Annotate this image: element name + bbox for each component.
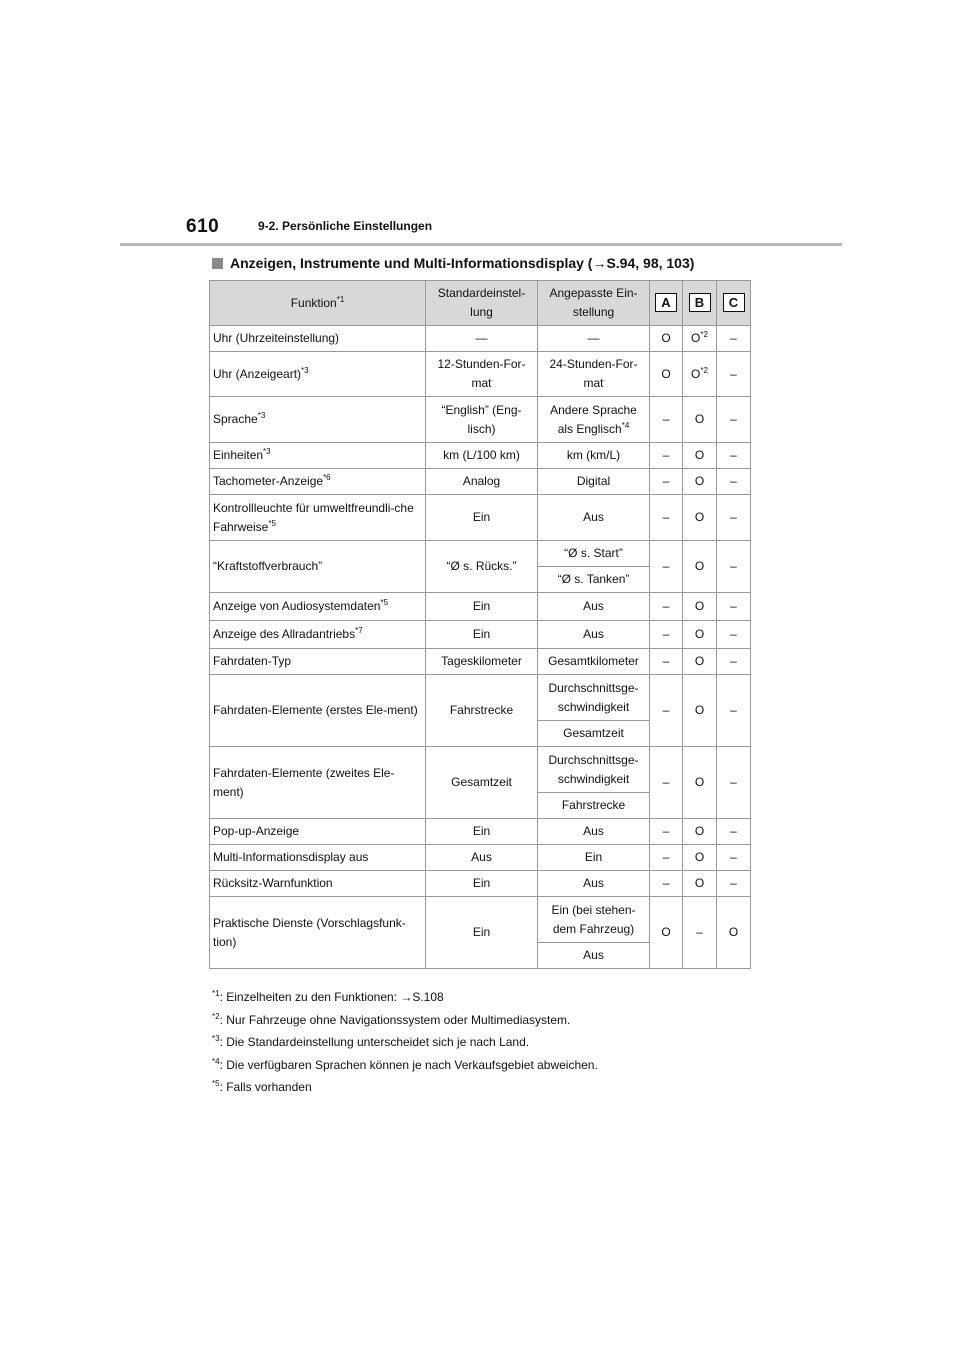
footnote-5 [212,1080,312,1094]
cell-angepasst: Ein [538,845,650,871]
header-c [717,281,751,326]
cell-angepasst: Aus [538,621,650,649]
settings-table [209,280,751,969]
cell-c: – [717,469,751,495]
cell-angepasst: Fahrstrecke [538,793,650,819]
cell-standard: Fahrstrecke [426,675,538,747]
cell-funktion: Fahrdaten-Typ [210,649,426,675]
cell-b: O [683,469,717,495]
cell-funktion-text: Anzeige des Allradantriebs [213,627,356,641]
header-funktion-sup: *1 [336,294,345,304]
cell-standard: “Ø s. Rücks.” [426,541,538,593]
section-title: 9-2. Persönliche Einstellungen [258,219,433,233]
cell-angepasst: — [538,326,650,352]
footnote-text: : Die Standardeinstellung unterscheidet sich je nach Land. [219,1035,530,1049]
cell-a: – [650,541,683,593]
cell-funktion: Multi-Informationsdisplay aus [210,845,426,871]
header-b [683,281,717,326]
cell-b: O [683,649,717,675]
cell-funktion-sup: *5 [268,518,276,528]
cell-b [683,352,717,397]
cell-angepasst-sup: *4 [621,420,630,430]
footnote-3 [212,1035,529,1049]
cell-angepasst: “Ø s. Start” [538,541,650,567]
cell-b: – [683,897,717,969]
footnote-4 [212,1058,598,1072]
table-row [210,845,751,871]
cell-standard: — [426,326,538,352]
footnote-text: : Die verfügbaren Sprachen können je nach Verkaufsgebiet abweichen. [219,1058,598,1072]
footnote-mark: *5 [212,1079,220,1088]
cell-funktion: Fahrdaten-Elemente (erstes Ele-ment) [210,675,426,747]
section-heading-text: Anzeigen, Instrumente und Multi-Informationsdisplay (→S.94, 98, 103) [230,255,695,271]
cell-angepasst: Aus [538,871,650,897]
cell-standard: Ein [426,593,538,621]
box-c-label: C [723,293,745,312]
cell-funktion [210,352,426,397]
cell-b: O [683,871,717,897]
table-row [210,495,751,541]
page-number: 610 [186,216,220,237]
header-funktion [210,281,426,326]
cell-c: – [717,675,751,747]
cell-standard: Tageskilometer [426,649,538,675]
table-row [210,649,751,675]
cell-funktion-sup: *6 [323,473,331,482]
header-standard: Standardeinstel-lung [426,281,538,326]
header-angepasst: Angepasste Ein-stellung [538,281,650,326]
cell-standard: Ein [426,495,538,541]
cell-b-sup: *2 [700,365,708,375]
cell-angepasst: Aus [538,819,650,845]
box-a-label: A [655,293,677,312]
table-row [210,897,751,943]
cell-funktion-text: Kontrollleuchte für umweltfreundli-che Fahrweise [213,500,414,534]
footnote-mark: *1 [212,989,220,998]
cell-angepasst: Ein (bei stehen-dem Fahrzeug) [538,897,650,943]
cell-b: O [683,675,717,747]
cell-angepasst: Gesamtkilometer [538,649,650,675]
cell-funktion: Fahrdaten-Elemente (zweites Ele-ment) [210,747,426,819]
cell-a: – [650,649,683,675]
cell-funktion-text: Anzeige von Audiosystemdaten [213,599,381,613]
cell-a: – [650,675,683,747]
cell-b-sup: *2 [700,330,708,339]
cell-angepasst-text: Andere Sprache als Englisch [550,402,637,436]
cell-c: – [717,541,751,593]
cell-b: O [683,541,717,593]
cell-c: – [717,495,751,541]
table-row [210,621,751,649]
cell-standard: Ein [426,819,538,845]
cell-funktion [210,443,426,469]
cell-c: – [717,326,751,352]
cell-c: – [717,352,751,397]
cell-a: – [650,871,683,897]
cell-b: O [683,819,717,845]
table-row [210,675,751,721]
table-row [210,352,751,397]
cell-b [683,326,717,352]
cell-funktion-sup: *3 [257,411,266,420]
cell-standard: Ein [426,871,538,897]
cell-b: O [683,845,717,871]
cell-funktion [210,397,426,443]
footnote-mark: *2 [212,1012,220,1021]
cell-funktion-sup: *7 [355,626,363,635]
cell-funktion-text: Einheiten [213,448,264,462]
cell-funktion-sup: *5 [380,598,389,607]
header-a [650,281,683,326]
section-heading [212,255,694,271]
cell-angepasst: Aus [538,593,650,621]
table-row [210,541,751,567]
footnote-1 [212,990,444,1004]
cell-funktion-text: Sprache [213,412,258,426]
cell-angepasst: “Ø s. Tanken” [538,567,650,593]
cell-b: O [683,495,717,541]
cell-a: O [650,326,683,352]
cell-b-text: O [691,366,701,381]
cell-standard: 12-Stunden-For-mat [426,352,538,397]
cell-c: – [717,871,751,897]
table-row [210,819,751,845]
cell-funktion: Uhr (Uhrzeiteinstellung) [210,326,426,352]
cell-angepasst: 24-Stunden-For-mat [538,352,650,397]
cell-angepasst: Gesamtzeit [538,721,650,747]
footnote-mark: *3 [212,1034,220,1043]
cell-standard: km (L/100 km) [426,443,538,469]
cell-angepasst: km (km/L) [538,443,650,469]
table-row [210,326,751,352]
cell-b: O [683,747,717,819]
cell-angepasst: Digital [538,469,650,495]
cell-a: – [650,819,683,845]
table-row [210,593,751,621]
cell-a: – [650,621,683,649]
cell-funktion [210,495,426,541]
footnote-text: : Nur Fahrzeuge ohne Navigationssystem oder Multimediasystem. [219,1013,571,1027]
cell-funktion: Pop-up-Anzeige [210,819,426,845]
cell-c: – [717,747,751,819]
cell-funktion-text: Tachometer-Anzeige [213,474,324,488]
table-row [210,397,751,443]
cell-a: – [650,397,683,443]
cell-angepasst: Durchschnittsge-schwindigkeit [538,675,650,721]
cell-a: – [650,469,683,495]
cell-c: – [717,443,751,469]
cell-funktion [210,621,426,649]
cell-b: O [683,397,717,443]
cell-angepasst: Aus [538,943,650,969]
footnote-mark: *4 [212,1057,220,1066]
cell-funktion [210,469,426,495]
table-row [210,871,751,897]
box-b-label: B [689,293,711,312]
cell-c: – [717,845,751,871]
cell-standard: Ein [426,621,538,649]
cell-standard: Analog [426,469,538,495]
cell-funktion: Praktische Dienste (Vorschlagsfunk-tion) [210,897,426,969]
cell-b: O [683,621,717,649]
cell-b: O [683,593,717,621]
cell-funktion-text: Uhr (Anzeigeart) [213,366,302,381]
cell-a: – [650,495,683,541]
cell-funktion: “Kraftstoffverbrauch” [210,541,426,593]
table-row [210,747,751,793]
table-row [210,443,751,469]
cell-standard: “English” (Eng-lisch) [426,397,538,443]
cell-standard: Ein [426,897,538,969]
cell-angepasst: Durchschnittsge-schwindigkeit [538,747,650,793]
cell-c: – [717,593,751,621]
header-funktion-text: Funktion [290,295,337,310]
cell-funktion-sup: *3 [263,447,271,456]
footnote-text: : Einzelheiten zu den Funktionen: →S.108 [219,990,444,1004]
table-row [210,469,751,495]
header-rule [120,243,842,246]
cell-a: O [650,897,683,969]
cell-funktion: Rücksitz-Warnfunktion [210,871,426,897]
cell-standard: Aus [426,845,538,871]
cell-a: – [650,443,683,469]
table-header-row [210,281,751,326]
cell-c: O [717,897,751,969]
cell-c: – [717,621,751,649]
cell-c: – [717,397,751,443]
square-bullet-icon [212,258,223,269]
footnote-2 [212,1013,570,1027]
cell-a: O [650,352,683,397]
cell-b-text: O [691,331,701,345]
cell-angepasst [538,397,650,443]
cell-funktion [210,593,426,621]
cell-a: – [650,593,683,621]
cell-angepasst: Aus [538,495,650,541]
cell-c: – [717,649,751,675]
cell-c: – [717,819,751,845]
cell-funktion-sup: *3 [301,365,309,375]
cell-a: – [650,845,683,871]
cell-b: O [683,443,717,469]
cell-standard: Gesamtzeit [426,747,538,819]
footnote-text: : Falls vorhanden [219,1080,312,1094]
cell-a: – [650,747,683,819]
